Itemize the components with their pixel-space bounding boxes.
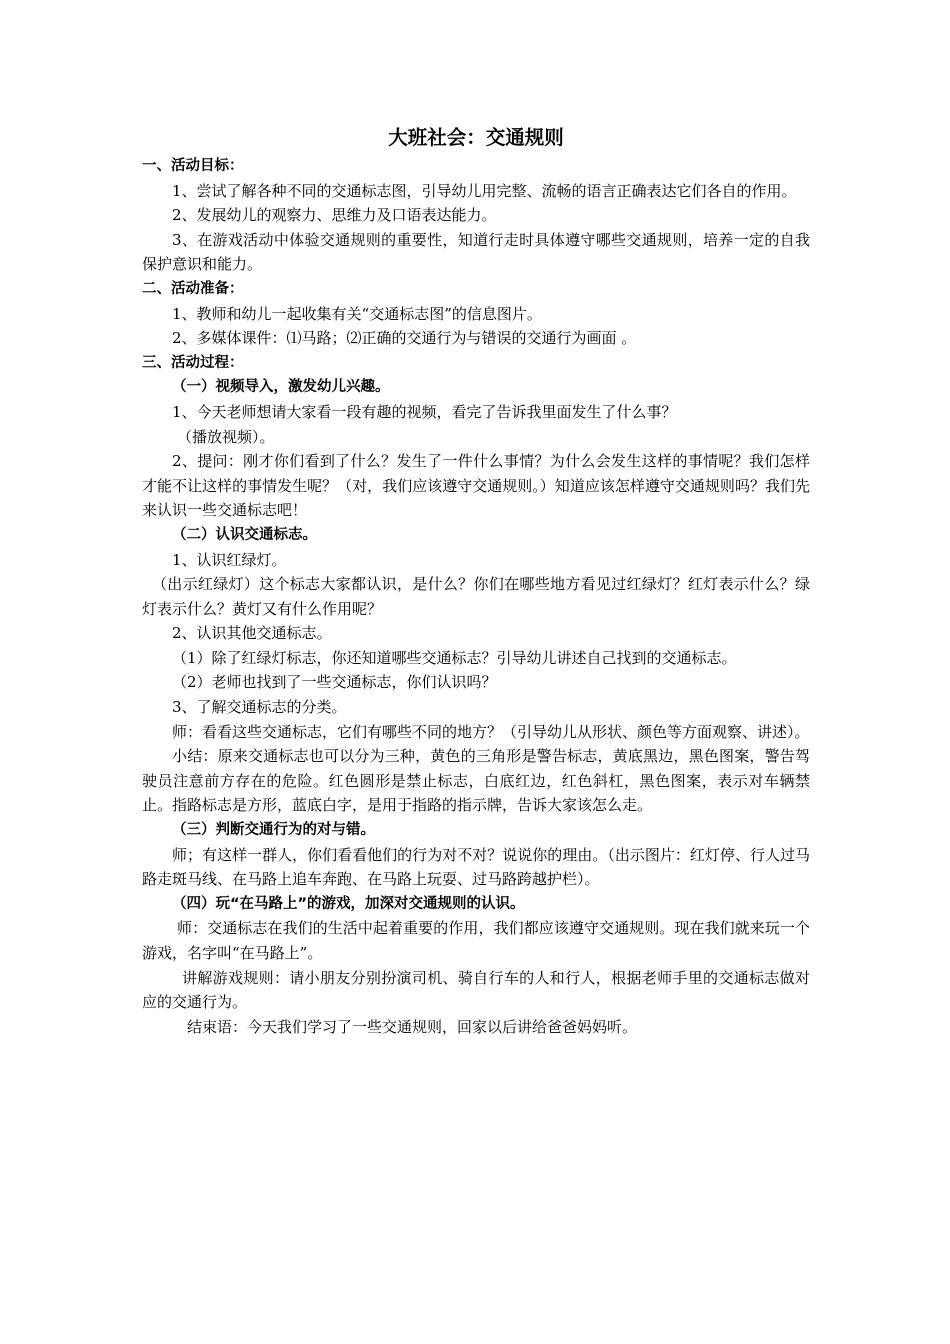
paragraph: 3、了解交通标志的分类。 [172,698,347,717]
paragraph: 1、认识红绿灯。 [172,550,287,569]
paragraph: 2、发展幼儿的观察力、思维力及口语表达能力。 [172,206,497,225]
section-heading-preparation: 二、活动准备： [142,280,244,297]
subsection-heading-signs: （二）认识交通标志。 [172,526,317,543]
document-title: 大班社会：交通规则 [388,126,564,149]
section-heading-goals: 一、活动目标： [142,158,244,174]
paragraph: 1、尝试了解各种不同的交通标志图，引导幼儿用完整、流畅的语言正确表达它们各自的作用。 [172,181,797,200]
paragraph: 2、认识其他交通标志。 [172,624,332,643]
paragraph: （1）除了红绿灯标志，你还知道哪些交通标志？引导幼儿讲述自己找到的交通标志。 [172,648,737,667]
document-page [142,124,810,1039]
paragraph: 2、提问：刚才你们看到了什么？发生了一件什么事情？为什么会发生这样的事情呢？我们怎样才能不让这样的事情发生呢？（对，我们应该遵守交通规则。）知道应该怎样遵守交通规则吗？我们先来认识一些交通标志吧！ [142,452,810,520]
subsection-heading-judge: （三）判断交通行为的对与错。 [172,822,375,839]
paragraph: 讲解游戏规则：请小朋友分别扮演司机、骑自行车的人和行人，根据老师手里的交通标志做对应的交通行为。 [142,968,810,1012]
paragraph: 结束语：今天我们学习了一些交通规则，回家以后讲给爸爸妈妈听。 [187,1017,638,1036]
subsection-heading-video: （一）视频导入，激发幼儿兴趣。 [172,379,390,396]
paragraph: （播放视频）。 [177,427,275,446]
paragraph: 师；有这样一群人，你们看看他们的行为对不对？说说你的理由。（出示图片：红灯停、行人过马路走斑马线、在马路上追车奔跑、在马路上玩耍、过马路跨越护栏）。 [142,845,810,889]
paragraph: 小结：原来交通标志也可以分为三种，黄色的三角形是警告标志，黄底黑边，黑色图案，警告驾驶员注意前方存在的危险。红色圆形是禁止标志，白底红边，红色斜杠，黑色图案，表示对车辆禁止。指路标志是方形，蓝底白字，是用于指路的指示牌，告诉大家该怎么走。 [142,747,810,815]
subsection-heading-game: （四）玩“在马路上”的游戏，加深对交通规则的认识。 [172,895,525,912]
paragraph: 3、在游戏活动中体验交通规则的重要性，知道行走时具体遵守哪些交通规则，培养一定的自我保护意识和能力。 [142,230,810,274]
paragraph: 1、今天老师想请大家看一段有趣的视频，看完了告诉我里面发生了什么事？ [172,402,677,421]
paragraph: 师：交通标志在我们的生活中起着重要的作用，我们都应该遵守交通规则。现在我们就来玩一个游戏，名字叫“在马路上”。 [142,919,810,962]
paragraph: 师：看看这些交通标志，它们有哪些不同的地方？（引导幼儿从形状、颜色等方面观察、讲述）。 [172,722,810,741]
section-heading-process: 三、活动过程： [142,354,244,371]
paragraph: 1、教师和幼儿一起收集有关“交通标志图”的信息图片。 [172,304,542,323]
paragraph: （出示红绿灯）这个标志大家都认识，是什么？你们在哪些地方看见过红绿灯？红灯表示什么？绿灯表示什么？黄灯又有什么作用呢？ [142,575,810,618]
paragraph: 2、多媒体课件：⑴马路；⑵正确的交通行为与错误的交通行为画面 。 [172,329,637,348]
paragraph: （2）老师也找到了一些交通标志，你们认识吗？ [172,673,497,692]
